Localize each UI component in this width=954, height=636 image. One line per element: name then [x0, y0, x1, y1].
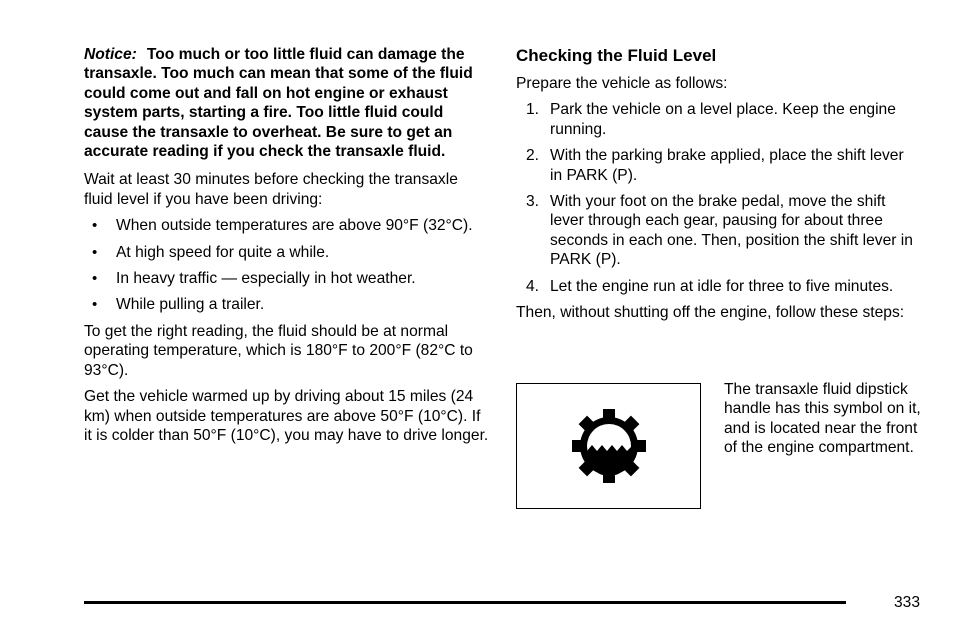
step-item	[516, 100, 918, 139]
section-heading: Checking the Fluid Level	[516, 46, 717, 65]
list-item-text: At high speed for quite a while.	[116, 243, 330, 261]
step-text: Park the vehicle on a level place. Keep the engine running.	[550, 101, 896, 138]
notice-paragraph	[84, 45, 489, 161]
warm-up-paragraph: Get the vehicle warmed up by driving about 15 miles (24 km) when outside temperatures are above 50°F (10°C). If it is colder than 50°F (10°C), you may have to drive longer.	[84, 388, 489, 444]
step-number: 1.	[526, 101, 540, 119]
list-item	[84, 269, 489, 288]
step-item	[516, 277, 918, 296]
condition-list	[84, 216, 489, 315]
symbol-box	[516, 383, 701, 509]
wait-paragraph: Wait at least 30 minutes before checking the transaxle fluid level if you have been driving:	[84, 171, 458, 208]
step-number: 2.	[526, 147, 540, 165]
list-item-text: While pulling a trailer.	[116, 296, 265, 314]
bullet-icon: •	[92, 243, 98, 261]
list-item-text: When outside temperatures are above 90°F (32°C).	[116, 217, 473, 235]
page-number: 333	[893, 594, 920, 611]
notice-text: Too much or too little fluid can damage the transaxle. Too much can mean that some of the fluid could come out and fall on hot engine or exhaust system parts, starting a fire. Too little fluid could cause the transaxle to overheat. Be sure to get an accurate reading if you check the transaxle fluid.	[84, 46, 473, 161]
list-item	[84, 243, 489, 262]
list-item	[84, 216, 489, 235]
symbol-caption: The transaxle fluid dipstick handle has this symbol on it, and is located near the front of the engine compartment.	[724, 381, 921, 457]
right-column	[516, 45, 918, 329]
steps-list	[516, 100, 918, 296]
step-number: 4.	[526, 277, 540, 295]
prepare-paragraph: Prepare the vehicle as follows:	[516, 75, 728, 92]
step-item	[516, 146, 918, 185]
bullet-icon: •	[92, 270, 98, 288]
footer-rule	[84, 601, 846, 604]
step-number: 3.	[526, 193, 540, 211]
transaxle-fluid-gear-icon	[569, 406, 649, 486]
list-item-text: In heavy traffic — especially in hot weather.	[116, 270, 416, 288]
step-text: With the parking brake applied, place the shift lever in PARK (P).	[550, 147, 904, 184]
step-item	[516, 192, 918, 270]
bullet-icon: •	[92, 217, 98, 235]
bullet-icon: •	[92, 296, 98, 314]
step-text: With your foot on the brake pedal, move the shift lever through each gear, pausing for about three seconds in each one. Then, position the shift lever in PARK (P).	[550, 193, 913, 269]
reading-paragraph: To get the right reading, the fluid should be at normal operating temperature, which is 180°F to 200°F (82°C to 93°C).	[84, 322, 473, 379]
list-item	[84, 295, 489, 314]
then-paragraph: Then, without shutting off the engine, follow these steps:	[516, 304, 905, 322]
left-column	[84, 45, 489, 452]
step-text: Let the engine run at idle for three to five minutes.	[550, 277, 894, 295]
notice-label: Notice:	[84, 46, 137, 63]
